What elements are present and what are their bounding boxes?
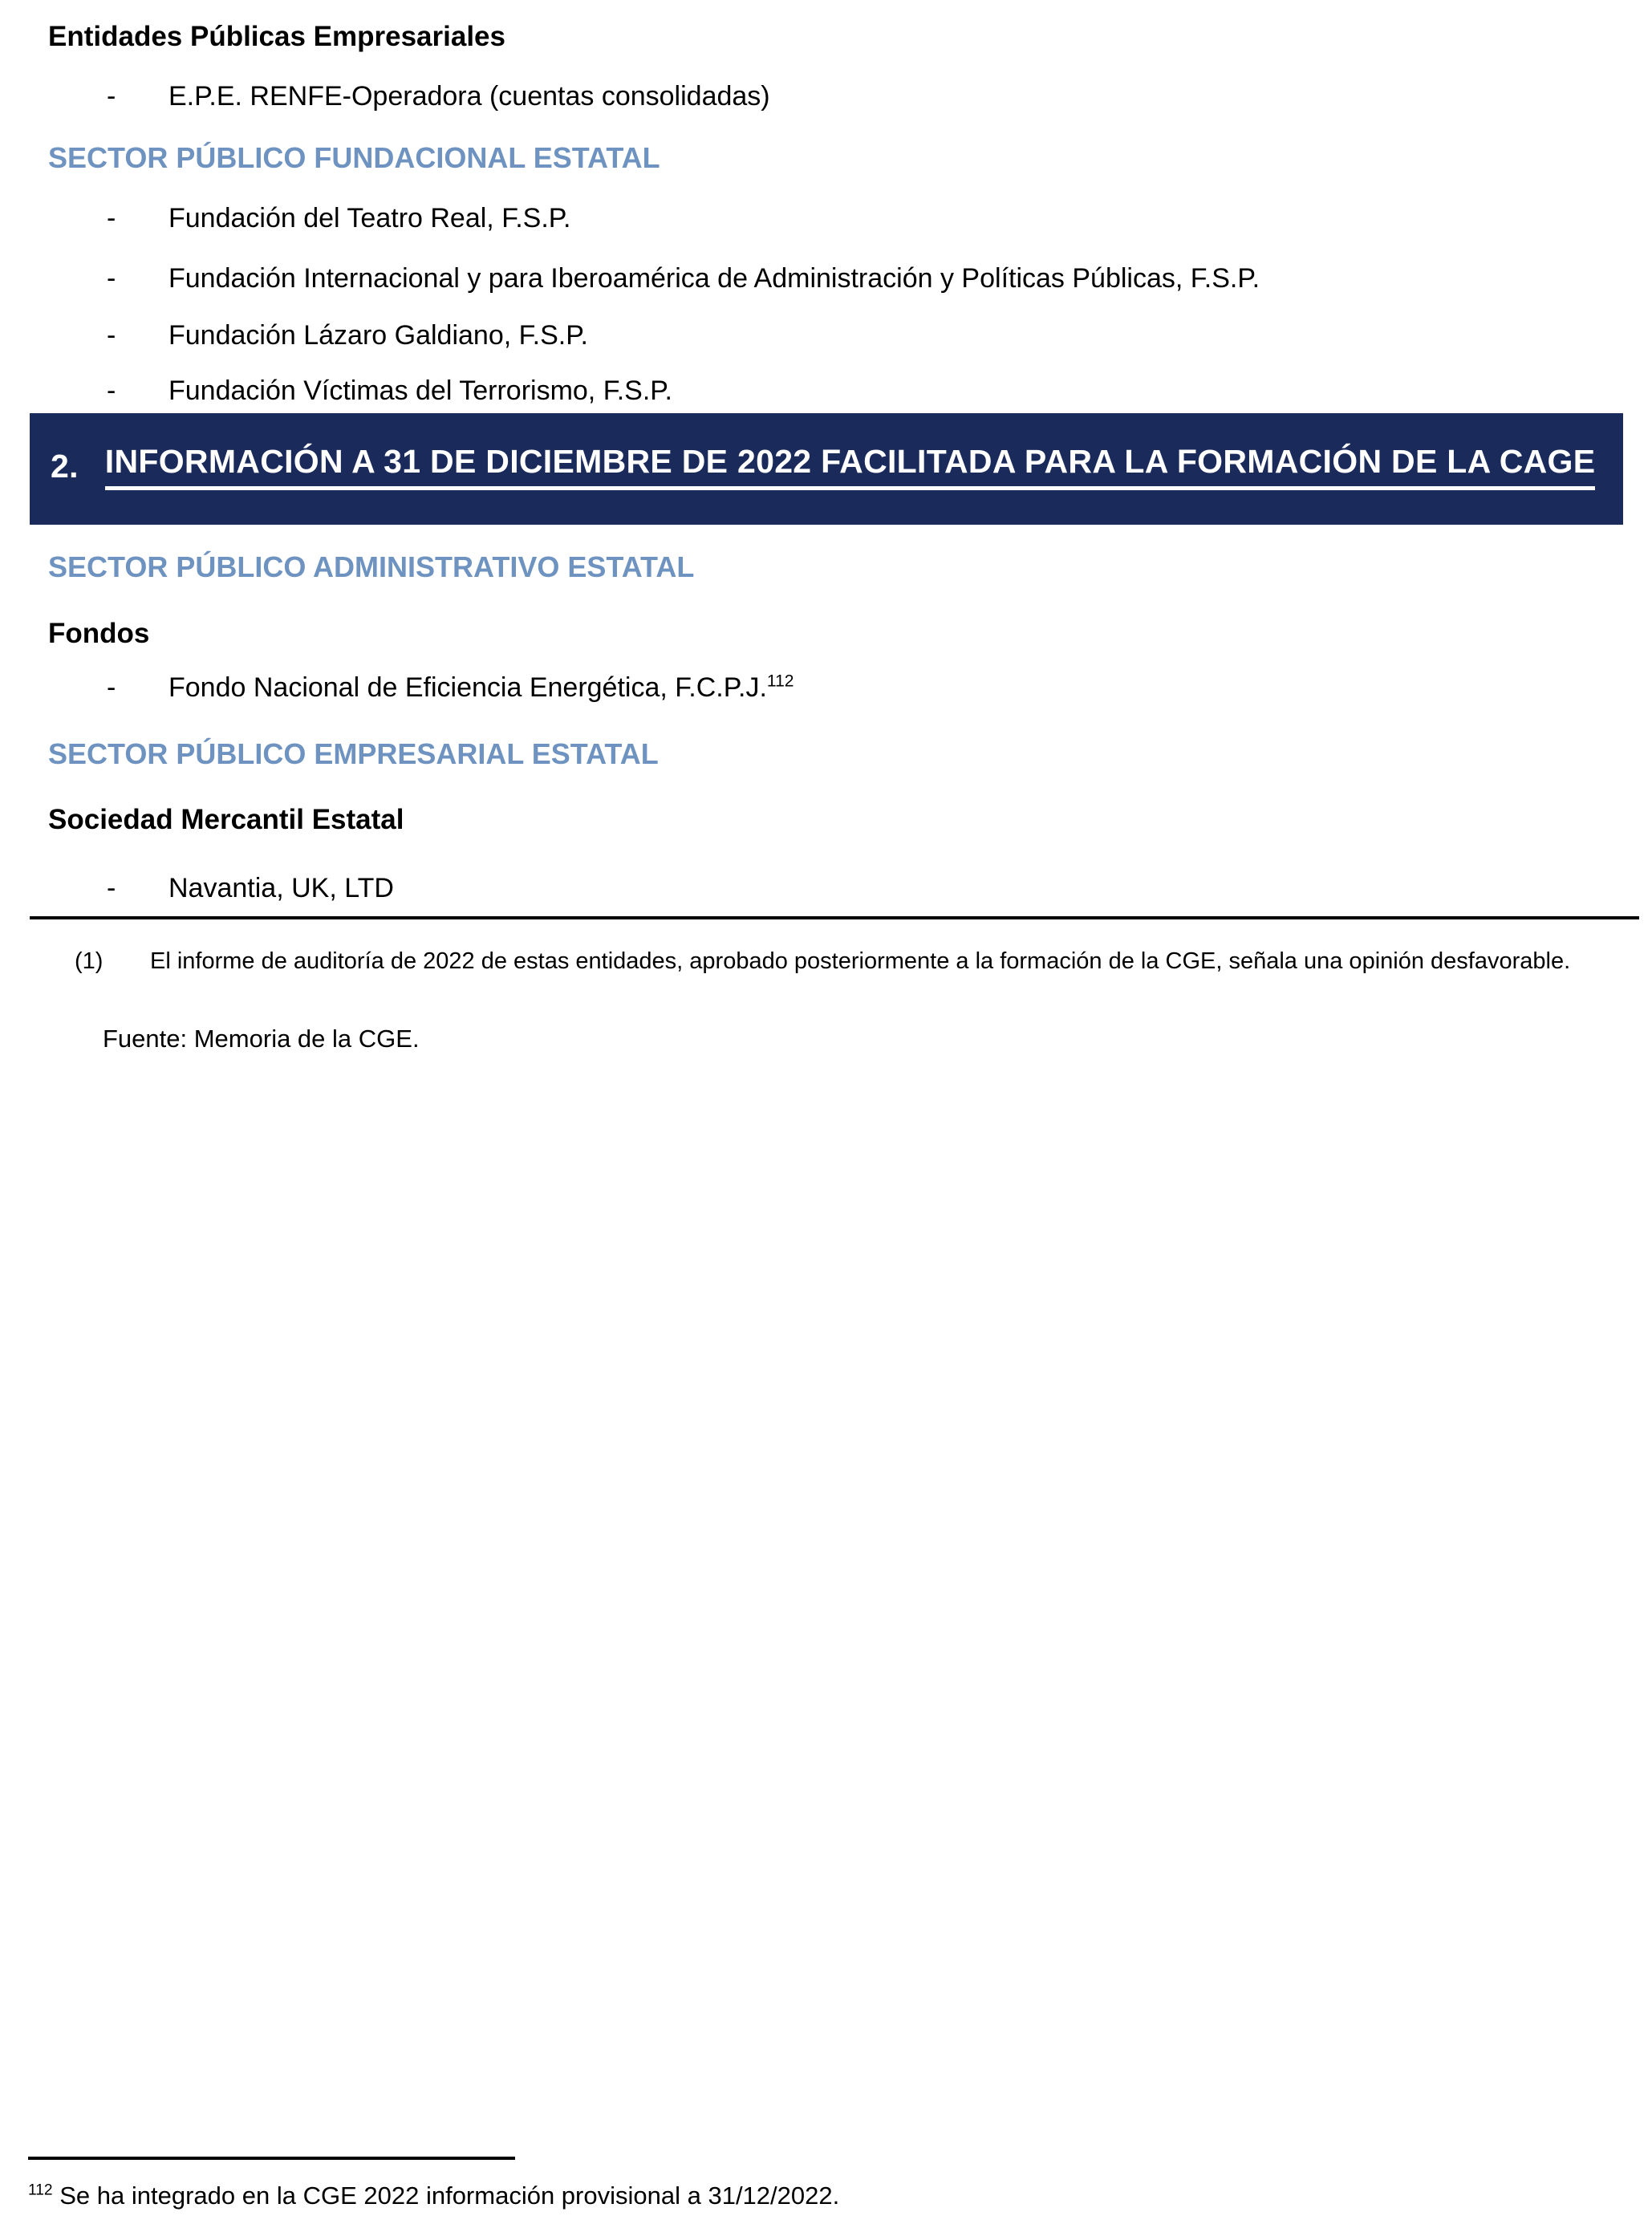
source-line: Fuente: Memoria de la CGE. xyxy=(103,1025,420,1053)
list-dash: - xyxy=(107,672,116,703)
list-item-text: Fundación Internacional y para Iberoamérica de Administración y Políticas Públicas, F.S.P. xyxy=(168,263,1260,294)
subheading-sociedad-mercantil: Sociedad Mercantil Estatal xyxy=(48,804,404,835)
list-item-text-part: Fondo Nacional de Eficiencia Energética, F.C.P.J. xyxy=(168,672,767,703)
heading-sector-publico-empresarial: SECTOR PÚBLICO EMPRESARIAL ESTATAL xyxy=(48,737,659,770)
list-dash: - xyxy=(107,375,116,406)
audit-note xyxy=(75,944,1652,979)
list-item-fundacion-internacional xyxy=(107,262,1620,294)
list-item-text xyxy=(168,672,794,704)
list-item-text: Navantia, UK, LTD xyxy=(168,873,394,903)
section-2-banner xyxy=(30,413,1623,525)
footnote-separator xyxy=(28,2157,515,2160)
list-item-fondo-nacional xyxy=(107,672,1620,704)
list-item-text: Fundación Víctimas del Terrorismo, F.S.P. xyxy=(168,375,673,406)
footnote-number: 112 xyxy=(28,2181,53,2199)
list-item-text: E.P.E. RENFE-Operadora (cuentas consolidadas) xyxy=(168,81,770,112)
footnote-area xyxy=(28,2157,839,2211)
section-title: INFORMACIÓN A 31 DE DICIEMBRE DE 2022 FACILITADA PARA LA FORMACIÓN DE LA CAGE xyxy=(105,443,1596,490)
list-item-victimas-terrorismo xyxy=(107,375,1620,407)
list-dash: - xyxy=(107,320,116,351)
heading-entidades-publicas-empresariales: Entidades Públicas Empresariales xyxy=(48,21,505,52)
subheading-fondos: Fondos xyxy=(48,618,150,649)
footnote-body: Se ha integrado en la CGE 2022 información provisional a 31/12/2022. xyxy=(59,2181,840,2210)
list-item-text: Fundación del Teatro Real, F.S.P. xyxy=(168,203,571,233)
list-item-navantia xyxy=(107,872,1620,904)
list-dash: - xyxy=(107,263,116,294)
list-dash: - xyxy=(107,873,116,903)
list-dash: - xyxy=(107,203,116,233)
section-number: 2. xyxy=(51,448,79,485)
list-item-lazaro-galdiano xyxy=(107,319,1620,351)
note-marker: (1) xyxy=(75,948,104,974)
footnote-ref-112: 112 xyxy=(766,672,794,691)
list-item-teatro-real xyxy=(107,202,1620,234)
heading-sector-publico-administrativo: SECTOR PÚBLICO ADMINISTRATIVO ESTATAL xyxy=(48,550,695,583)
section-divider xyxy=(30,916,1639,919)
heading-sector-publico-fundacional: SECTOR PÚBLICO FUNDACIONAL ESTATAL xyxy=(48,141,660,174)
footnote-112 xyxy=(28,2181,839,2211)
list-item-text: Fundación Lázaro Galdiano, F.S.P. xyxy=(168,320,588,351)
list-item-renfe xyxy=(107,80,1620,112)
list-dash: - xyxy=(107,81,116,112)
note-text: El informe de auditoría de 2022 de estas entidades, aprobado posteriormente a la formación de la CGE, señala una opinión desfavorable. xyxy=(150,948,1571,974)
